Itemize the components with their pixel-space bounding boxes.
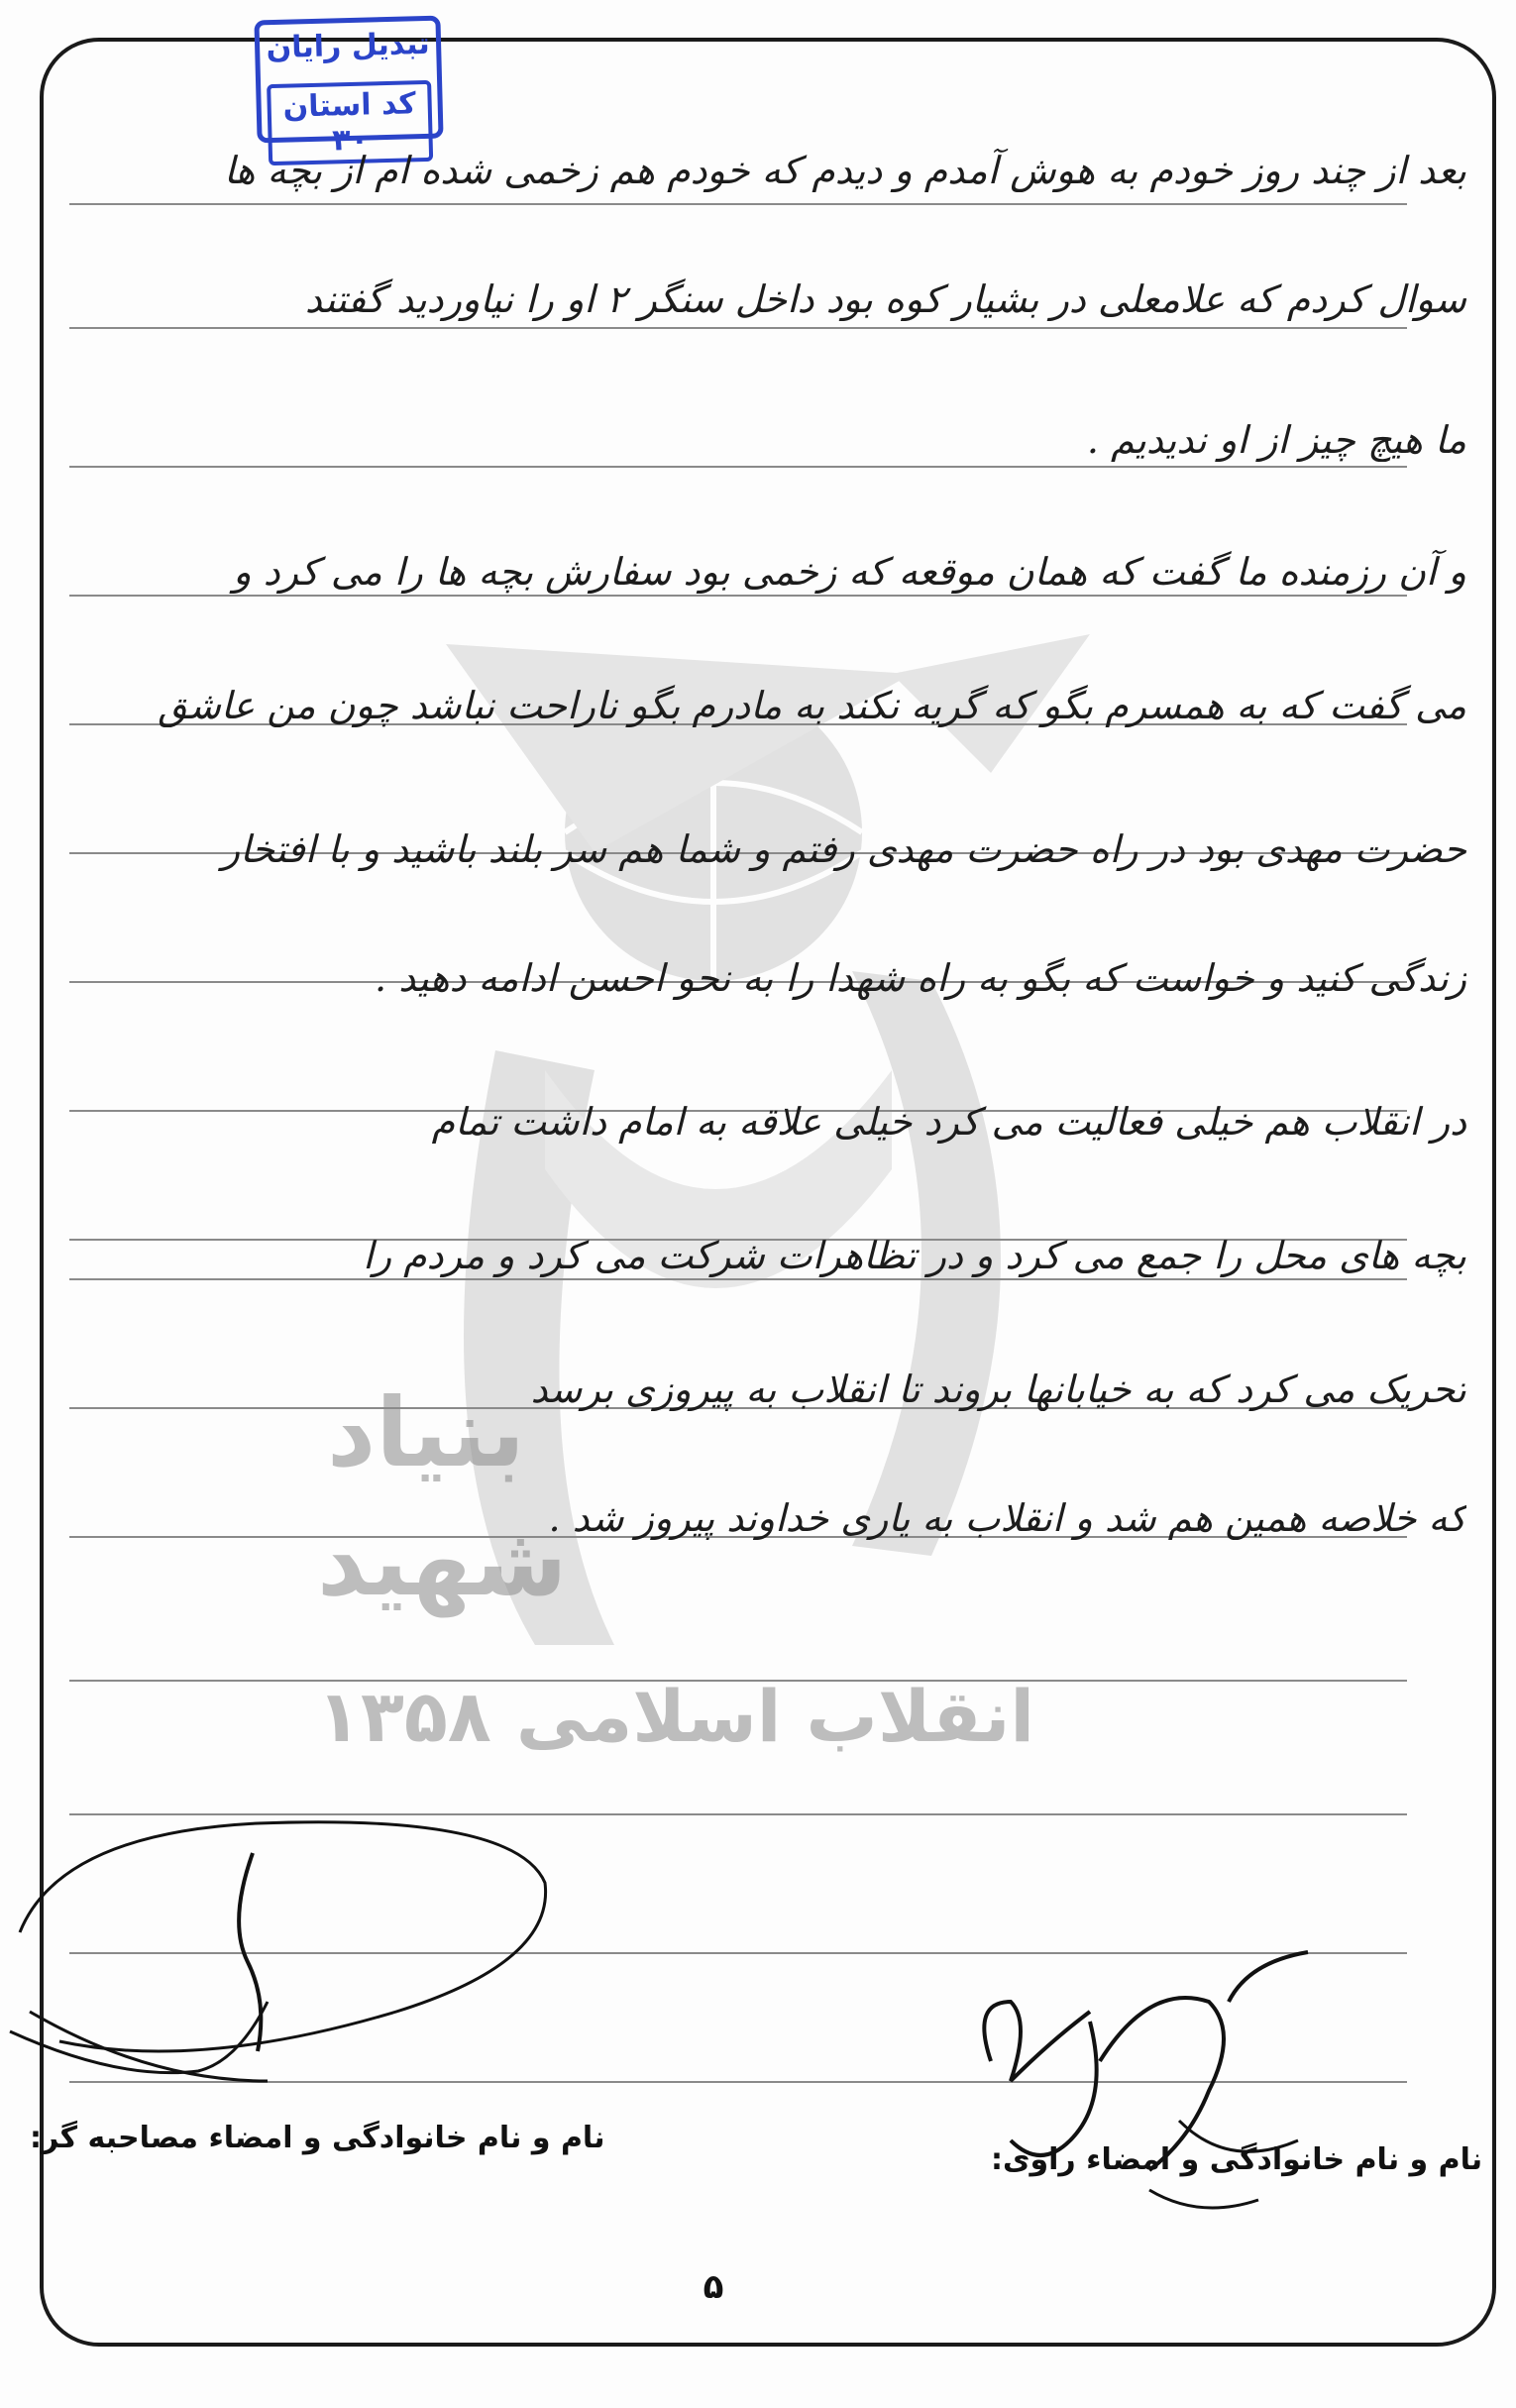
handwritten-line: تحریک می کرد که به خیابانها بروند تا انقلاب به پیروزی برسد <box>530 1368 1466 1411</box>
handwritten-line: و آن رزمنده ما گفت که همان موقعه که زخمی بود سفارش بچه ها را می کرد و <box>233 550 1466 594</box>
handwritten-line: بعد از چند روز خودم به هوش آمدم و دیدم که خودم هم زخمی شده ام از بچه ها <box>223 149 1466 192</box>
stamp-text: کد استان ۳۰ <box>267 80 433 165</box>
narrator-signature-label: نام و نام خانوادگی و امضاء راوی: <box>991 2142 1483 2177</box>
ruled-line <box>69 327 1407 329</box>
ruled-line <box>69 203 1407 205</box>
handwritten-line: در انقلاب هم خیلی فعالیت می کرد خیلی علاقه به امام داشت تمام <box>431 1100 1466 1144</box>
watermark-text: شهید <box>317 1506 568 1617</box>
interviewer-signature <box>0 1813 555 2111</box>
ruled-line <box>69 1680 1407 1682</box>
watermark-text: بنیاد <box>327 1377 525 1488</box>
stamp-text: تبدیل رایان <box>266 26 431 66</box>
ruled-line <box>69 466 1407 468</box>
stamp <box>254 16 443 159</box>
ruled-line <box>69 1278 1407 1280</box>
handwritten-line: ما هیچ چیز از او ندیدیم . <box>1086 418 1466 462</box>
handwritten-line: زندگی کنید و خواست که بگو به راه شهدا را به نحو احسن ادامه دهید . <box>375 956 1466 1000</box>
handwritten-line: سوال کردم که علامعلی در بشیار کوه بود داخل سنگر ۲ او را نیاوردید گفتند <box>304 277 1466 321</box>
narrator-signature <box>951 1942 1367 2230</box>
ruled-line <box>69 595 1407 597</box>
interviewer-signature-label: نام و نام خانوادگی و امضاء مصاحبه گر: <box>30 2121 605 2155</box>
page-number: ۵ <box>703 2267 724 2307</box>
handwritten-line: بچه های محل را جمع می کرد و در تظاهرات شرکت می کرد و مردم را <box>363 1234 1466 1277</box>
handwritten-line: می گفت که به همسرم بگو که گریه نکند به مادرم بگو ناراحت نباشد چون من عاشق <box>158 684 1466 727</box>
handwritten-line: که خلاصه همین هم شد و انقلاب به یاری خداوند پیروز شد . <box>548 1496 1466 1540</box>
watermark-text: انقلاب اسلامی ۱۳۵۸ <box>317 1675 1035 1758</box>
handwritten-line: حضرت مهدی بود در راه حضرت مهدی رفتم و شما هم سر بلند باشید و با افتخار <box>221 827 1466 871</box>
